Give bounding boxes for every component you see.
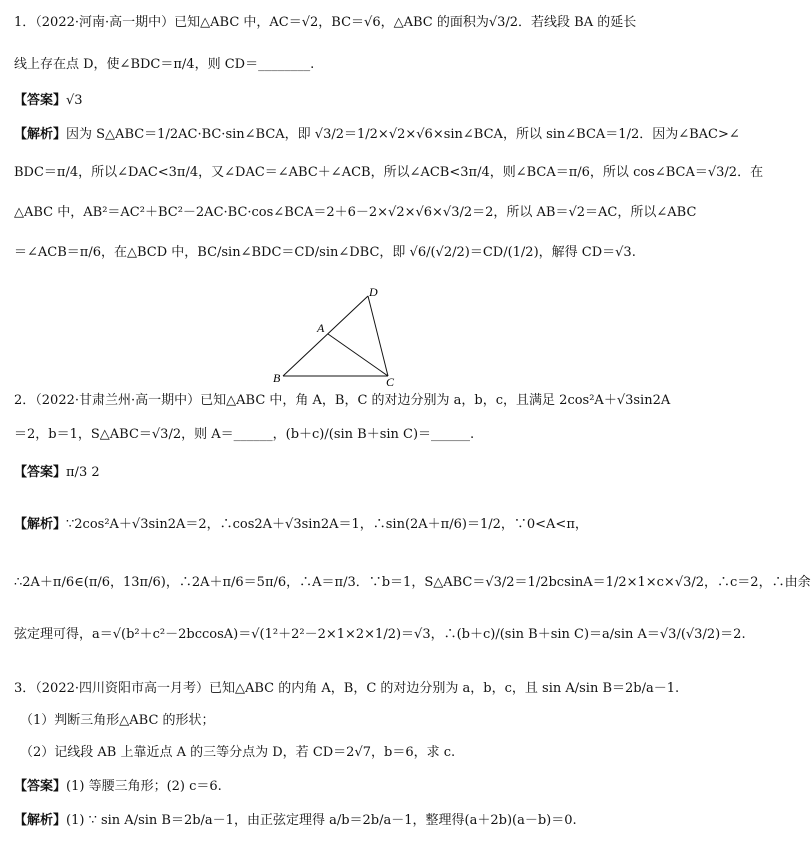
analysis-text: BDC＝π/4，所以∠DAC<3π/4，又∠DAC＝∠ABC＋∠ACB，所以∠ACB<3π/4，则∠BCA＝π/6，所以 cos∠BCA＝√3/2．在	[14, 165, 764, 180]
answer-label: 【答案】	[14, 465, 67, 480]
problem-1-statement-1: 已知△ABC 中，AC＝√2，BC＝√6，△ABC 的面积为√3/2．若线段 BA 的延长	[174, 15, 637, 30]
problem-1-statement-2: 线上存在点 D，使∠BDC＝π/4，则 CD＝________.	[14, 57, 315, 72]
answer-label: 【答案】	[14, 779, 67, 794]
answer-value: π/3 2	[66, 465, 100, 480]
segment-bd	[283, 296, 368, 376]
analysis-text: ＝∠ACB＝π/6，在△BCD 中，BC/sin∠BDC＝CD/sin∠DBC，即 √6/(√2/2)＝CD/(1/2)，解得 CD＝√3.	[14, 245, 636, 260]
problem-2-statement-1: 已知△ABC 中，角 A，B，C 的对边分别为 a，b，c，且满足 2cos²A＋√3sin2A	[200, 393, 671, 408]
analysis-label: 【解析】	[14, 517, 67, 532]
problem-2-analysis-1	[14, 516, 632, 534]
question-1-text: （1）判断三角形△ABC 的形状；	[20, 713, 215, 728]
problem-2-source: （2022·甘肃兰州·高一期中）	[35, 393, 201, 408]
analysis-text: ∵2cos²A＋√3sin2A＝2，∴cos2A＋√3sin2A＝1，∴sin(2A＋π/6)＝1/2，∵0<A<π，	[66, 517, 588, 532]
problem-3-question-2	[20, 744, 632, 762]
problem-3-question-1	[20, 712, 632, 730]
problem-3-line-1	[14, 680, 680, 698]
answer-label: 【答案】	[14, 93, 67, 108]
problem-3-number: 3．	[14, 681, 36, 696]
problem-2-line-2	[14, 426, 632, 444]
analysis-text: ∴2A＋π/6∈(π/6，13π/6)，∴2A＋π/6＝5π/6，∴A＝π/3．∵b＝1，S△ABC＝√3/2＝1/2bcsinA＝1/2×1×c×√3/2，∴c＝2，∴由余	[14, 575, 811, 590]
question-2-text: （2）记线段 AB 上靠近点 A 的三等分点为 D，若 CD＝2√7，b＝6，求 c.	[20, 745, 456, 760]
problem-1-source: （2022·河南·高一期中）	[35, 15, 175, 30]
problem-2-analysis-2	[14, 574, 811, 592]
analysis-text: 因为 S△ABC＝1/2AC·BC·sin∠BCA，即 √3/2＝1/2×√2×√6×sin∠BCA，所以 sin∠BCA＝1/2．因为∠BAC>∠	[66, 127, 740, 142]
problem-1-analysis-3	[14, 204, 697, 222]
analysis-text: △ABC 中，AB²＝AC²＋BC²－2AC·BC·cos∠BCA＝2＋6－2×√2×√6×√3/2＝2，所以 AB＝√2＝AC，所以∠ABC	[14, 205, 697, 220]
problem-2-number: 2．	[14, 393, 36, 408]
answer-value: (1) 等腰三角形；(2) c＝6.	[66, 779, 222, 794]
triangle-figure	[270, 284, 400, 388]
problem-2-statement-2: ＝2，b＝1，S△ABC＝√3/2，则 A＝______，(b＋c)/(sin B＋sin C)＝______.	[14, 427, 475, 442]
problem-1-number: 1．	[14, 15, 36, 30]
problem-3-analysis	[14, 812, 632, 830]
problem-3-statement: 已知△ABC 的内角 A，B，C 的对边分别为 a，b，c，且 sin A/sin B＝2b/a－1.	[209, 681, 680, 696]
problem-1-analysis-1	[14, 126, 740, 144]
analysis-label: 【解析】	[14, 127, 67, 142]
problem-1-analysis-2	[14, 164, 764, 182]
problem-3-answer	[14, 778, 632, 796]
problem-3-source: （2022·四川资阳市高一月考）	[35, 681, 209, 696]
problem-1-line-1	[14, 14, 637, 32]
analysis-label: 【解析】	[14, 813, 67, 828]
label-c: C	[386, 375, 395, 389]
answer-value: √3	[66, 93, 83, 108]
label-d: D	[369, 285, 378, 299]
problem-2-answer	[14, 464, 632, 482]
label-b: B	[273, 371, 281, 385]
analysis-text: (1) ∵ sin A/sin B＝2b/a－1，由正弦定理得 a/b＝2b/a－1，整理得(a＋2b)(a－b)＝0.	[66, 813, 577, 828]
problem-2-analysis-3	[14, 626, 746, 644]
problem-2-line-1	[14, 392, 671, 410]
problem-1-line-2	[14, 56, 632, 74]
analysis-text: 弦定理可得，a＝√(b²＋c²－2bccosA)＝√(1²＋2²－2×1×2×1/2)＝√3，∴(b＋c)/(sin B＋sin C)＝a/sin A＝√3/(√3/2)＝2.	[14, 627, 746, 642]
problem-1-analysis-4	[14, 244, 636, 262]
problem-1-answer	[14, 92, 632, 110]
label-a: A	[317, 321, 325, 335]
